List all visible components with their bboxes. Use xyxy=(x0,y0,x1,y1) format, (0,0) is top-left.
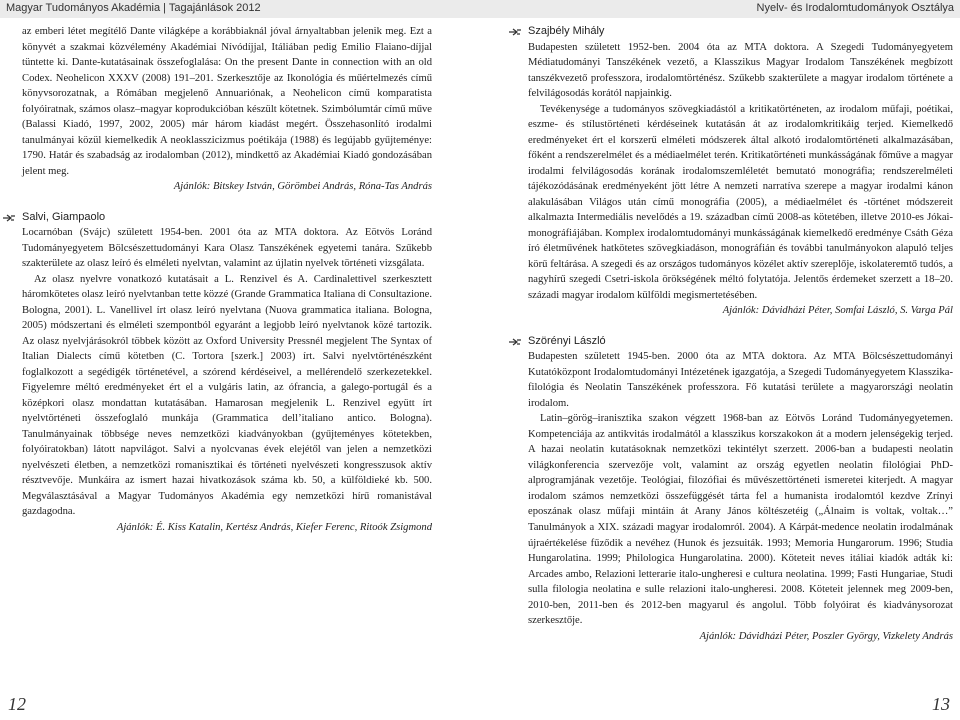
entry-paragraph: Budapesten született 1952-ben. 2004 óta az MTA doktora. A Szegedi Tudományegyetem Médiatudományi Tanszékének vezető, a Klasszikus Magyar Irodalom Tanszékének megbízott tanszékvezető professzora, irodalomtörténész. Szűkebb szakterülete a magyar irodalom története a felvilágosodás korától napjainkig. xyxy=(528,41,953,100)
entry-name: Szörényi László xyxy=(528,334,606,347)
entry-salvi xyxy=(22,210,432,536)
entry-paragraph: Tevékenysége a tudományos szövegkiadástól a kritikatörténeten, az irodalom műfaji, poétikai, eszme- és stílustörténeti kérdéseinek kutatásán át az irodalomkritikáig terjed. Kiemelkedő eredményeket ért el korszerű elméleti módszerek által alkotó irodalomtörténeti alkalmazásában, főként a rendszerelmélet és a médiaelmélet terén. Kritikatörténeti munkásságának főműve a magyar irodalmi felvilágosodás korának irodalomszemléletét bemutató monográfia; rendszerelméleti tájékozódásának eredményeként jött létre A nemzeti narratíva szerepe a magyar irodalmi kánon alakulásában Világos után című monográfia (2005), a médiaelmélet és -történet módszereit alkalmazta Intermediális nevelődés a 19. században című 2008-as kötetében, illetve 2010-es Jókai-monográfiájában. Komplex irodalomtudományi munkásságának kiemelkedő eredménye Csáth Géza író életművének hatkötetes szövegkiadáson, monográfián és további tanulmányokon alapuló teljes körű feltárása. A szegedi és az országos tudományos közélet aktív szereplője, iskolateremtő tudós, a nagyhírű szegedi Csetri-iskola örökségének méltó folytatója. Jelentős érdemeket szerzett a 18–20. századi magyar irodalom külföldi megismertetésében. xyxy=(528,103,953,301)
header-right-title: Nyelv- és Irodalomtudományok Osztálya xyxy=(756,2,954,14)
right-column xyxy=(528,24,953,644)
entry-paragraph: Locarnóban (Svájc) született 1954-ben. 2001 óta az MTA doktora. Az Eötvös Loránd Tudományegyetem Bölcsészettudományi Kara Olasz Tanszékének egyetemi tanára. Szűkebb szakterülete az olasz leíró és elméleti nyelvtan, valamint az újlatin nyelvek történeti vizsgálata. xyxy=(22,227,432,270)
entry-name: Salvi, Giampaolo xyxy=(22,210,106,223)
page-header xyxy=(0,0,960,18)
entry-credit: Ajánlók: É. Kiss Katalin, Kertész András, Kiefer Ferenc, Ritoók Zsigmond xyxy=(116,521,432,533)
intro-paragraph: az emberi létet megítélő Dante világképe a korábbiaknál jóval árnyaltabban jelenik meg. Ezt a könyvét a szakmai közvélemény Akadémiai Nívódíjjal, Itáliában pedig Emilio Flaiano-díjjal tüntette ki. Dante-kutatásainak összefoglalása: On the present Dante in connection with an old Codex. Neohelicon XXXV (2008) 191–201. Szerkesztője az Ikonológia és műértelmezés című könyvsorozatnak, a Rómában megjelenő Annuariónak, a Neohelicon című komparatista folyóiratnak, számos olasz–magyar koprodukcióban készült kötetnek. Szimbólumtár című műve (Balassi Kiadó, 1997, 2002, 2005) már három kiadást megért. Összehasonlító irodalmi tanulmányai közül kiemelkedik A neoklasszicizmus poétikája (1988) és legújabb gyűjteménye: 1790. Határ és szabadság az irodalomban (2012), mindkettő az Akadémiai Kiadó gondozásában jelent meg. xyxy=(22,26,432,177)
entry-paragraph: Latin–görög–iranisztika szakon végzett 1968-ban az Eötvös Loránd Tudományegyetemen. Kompetenciája az antikvitás irodalmától a klasszikus korszakokon át a modern jelenségekig terjed. A hazai neolatin kutatásoknak nemzetközi tekintélyt szerzett. 2006-ban a budapesti neolatin világkonferencia szervezője volt, valamint az ország egyetlen neolatin filológiai PhD-alprogramjának vezetője. Teológiai, filozófiai és művészettörténeti ismeretei kiterjedt. A magyar irodalom számos nemzetközi összefüggését tárta fel a humanista irodalomtól kezdve Zrínyi eposzának olasz műfaji mintáin át Arany János költészetéig („Álnaim is voltak, voltak…” Tanulmányok a XIX. századi magyar irodalomról. 2004). A Kárpát-medence neolatin irodalmának újraértékelése fűződik a nevéhez (Hunok és jezsuiták. 1993; Memoria Hungarorum. 1996; Studia Hungarolatina. 1999; Philologica Hungarolatina. 2000). Köteteit neves itáliai kiadók adták ki: Arcades ambo, Relazioni letterarie italo-ungheresi e cultura neolatina. 1999; Fasti Hungariae, Studi sulla filologia neolatina e sulle relazioni italo-ungheresi. 2008. Köteteit jelennek meg 2009-ben, 2010-ben, 2011-ben és 2012-ben magyarul és angolul. Több folyóirat és kiadványsorozat szerkesztője. xyxy=(528,413,953,627)
entry-paragraph: Az olasz nyelvre vonatkozó kutatásait a L. Renzivel és A. Cardinalettivel szerkesztett háromkötetes olasz leíró nyelvtanban tette közzé (Grande Grammatica Italiana di Consultazione. Bologna, 2001). L. Vanellivel írt olasz leíró nyelvtana (Nuova grammatica italiana. Bologna, 2005) módszertani és elméleti szempontból egyaránt a legjobb leíró nyelvtanok közé tartozik. Az olasz nyelvjárásokról többek között az Oxford University Pressnél megjelent The Syntax of Italian Dialects című kötetben (C. Tortora [szerk.] 2003) írt. Salvi nyelvtörténészként foglalkozott a segédigék történetével, a szórend kérdéseivel, a mellérendelő szerkezetekkel. Figyelemre méltó eredményeket ért el a vulgáris latin, az ófrancia, a galego-portugál és a középkori olasz mondattan kutatásában. Hamarosan megjelenik L. Renzivel együtt írt nyelvtörténeti összefoglaló munkája (Grammatica dell’italiano antico. Bologna). Tanulmányainak többsége neves nemzetközi kiadványokban (gyűjteményes kötetekben, folyóiratokban) látott napvilágot. Salvi a nyolcvanas évek elejétől van jelen a nemzetközi nyelvészeti életben, a nemzetközi romanisztikai és történeti nyelvészeti kongresszusok aktív résztvevője. Munkáira az ismert hazai hivatkozások száma kb. 50, a külföldieké kb. 500. Megválasztásával a Magyar Tudományos Akadémia egy nemzetközi hírű romanistával gazdagodna. xyxy=(22,273,432,518)
entry-szajbely xyxy=(528,24,953,319)
entry-paragraph: Budapesten született 1945-ben. 2000 óta az MTA doktora. Az MTA Bölcsészettudományi Kutatóközpont Irodalomtudományi Intézetének igazgatója, a Szegedi Tudományegyetem Klasszika-filológia és Neolatin Tanszékének professzora. Fő kutatási területe a magyarországi neolatin irodalom. xyxy=(528,351,953,409)
left-column xyxy=(22,24,432,536)
entry-szorenyi xyxy=(528,334,953,644)
hand-pointer-icon xyxy=(508,27,522,37)
hand-pointer-icon xyxy=(508,337,522,347)
entry-credit: Ajánlók: Dávidházi Péter, Poszler György, Vizkelety András xyxy=(699,630,953,642)
header-left-title: Magyar Tudományos Akadémia | Tagajánlások 2012 xyxy=(6,2,261,14)
entry-credit: Ajánlók: Dávidházi Péter, Somfai László, S. Varga Pál xyxy=(722,305,953,317)
intro-credit: Ajánlók: Bitskey István, Görömbei András, Róna-Tas András xyxy=(173,181,432,193)
page-number-left: 12 xyxy=(8,694,26,714)
entry-name: Szajbély Mihály xyxy=(528,25,605,37)
page-number-right: 13 xyxy=(932,694,950,714)
hand-pointer-icon xyxy=(2,213,16,223)
